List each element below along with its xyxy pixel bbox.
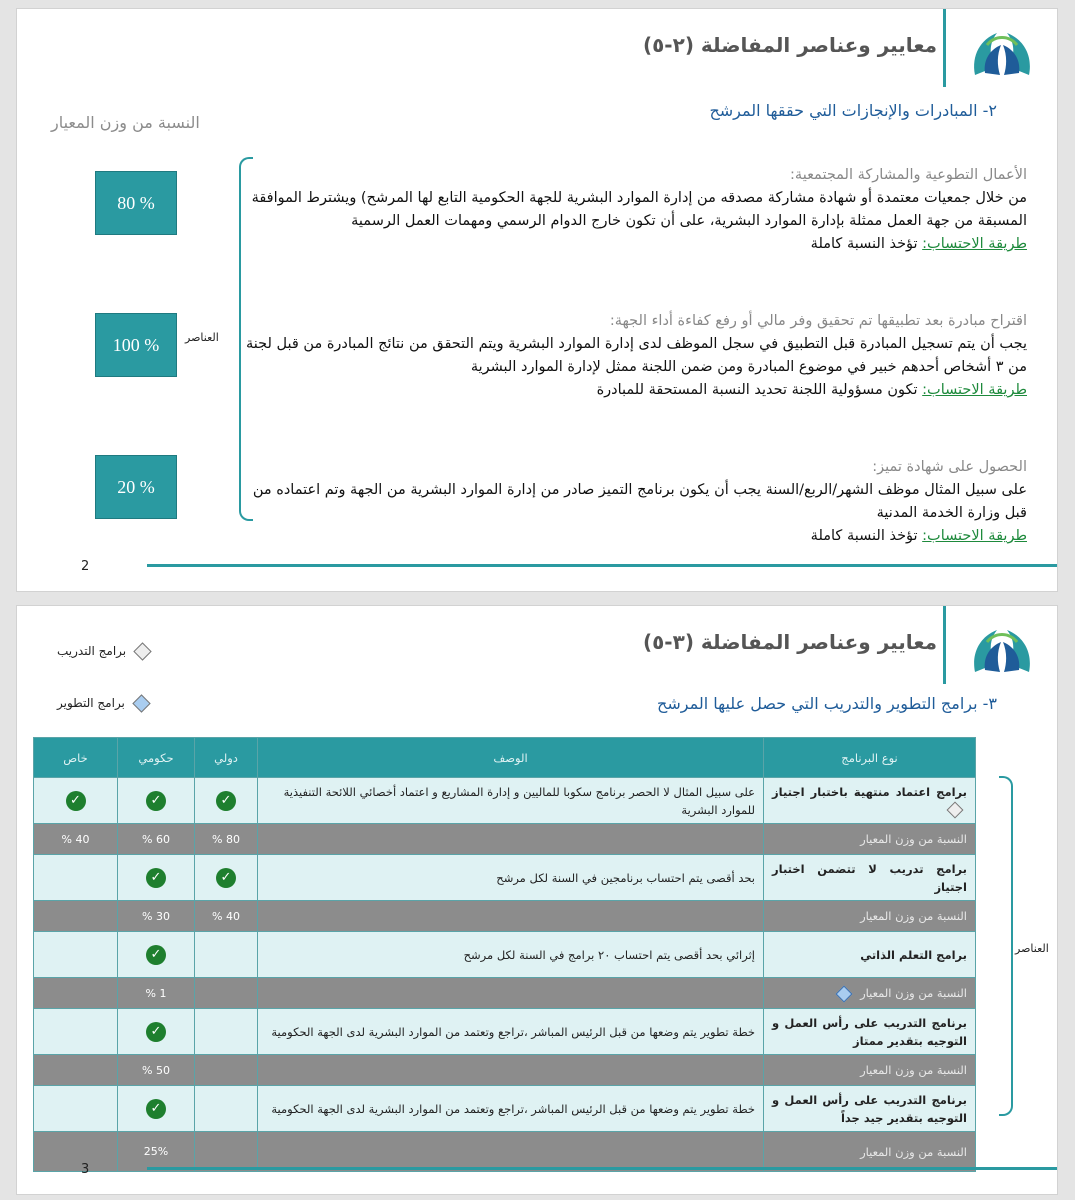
weight-private bbox=[34, 901, 118, 932]
weight-box bbox=[95, 313, 177, 377]
weight-government: 1 % bbox=[118, 978, 195, 1009]
method-text: تؤخذ النسبة كاملة bbox=[810, 528, 918, 544]
weight-government: 25% bbox=[118, 1132, 195, 1172]
weight-government: 50 % bbox=[118, 1055, 195, 1086]
col-header-description: الوصف bbox=[258, 738, 764, 778]
weight-row bbox=[34, 1132, 976, 1172]
weight-private bbox=[34, 978, 118, 1009]
program-name bbox=[764, 778, 976, 824]
percent-sign: % bbox=[139, 192, 155, 213]
private-cell bbox=[34, 855, 118, 901]
table-row bbox=[34, 778, 976, 824]
weight-label bbox=[764, 978, 976, 1009]
method-label: طريقة الاحتساب: bbox=[922, 382, 1027, 398]
criterion-item bbox=[237, 456, 1027, 548]
legend-training bbox=[57, 644, 149, 658]
program-name: برنامج التدريب على رأس العمل و التوجيه بتقدير جيد جداً bbox=[764, 1086, 976, 1132]
weight-government: 60 % bbox=[118, 824, 195, 855]
weight-private bbox=[34, 1132, 118, 1172]
footer-line bbox=[147, 1167, 1057, 1170]
weight-box bbox=[95, 171, 177, 235]
slide-criteria-3 bbox=[16, 605, 1058, 1195]
international-cell bbox=[195, 1086, 258, 1132]
check-icon: ✓ bbox=[146, 791, 166, 811]
check-icon: ✓ bbox=[146, 1022, 166, 1042]
slide-criteria-2 bbox=[16, 8, 1058, 592]
weight-row bbox=[34, 901, 976, 932]
program-description: خطة تطوير يتم وضعها من قبل الرئيس المباشر ،تراجع وتعتمد من الموارد البشرية لدى الجهة الحكومية bbox=[258, 1009, 764, 1055]
international-cell bbox=[195, 855, 258, 901]
government-cell bbox=[118, 1009, 195, 1055]
international-cell bbox=[195, 932, 258, 978]
weight-label: النسبة من وزن المعيار bbox=[764, 901, 976, 932]
weight-label: النسبة من وزن المعيار bbox=[764, 1132, 976, 1172]
percent-sign: % bbox=[139, 476, 155, 497]
col-header-private: خاص bbox=[34, 738, 118, 778]
program-name: برامج تدريب لا تتضمن اختبار اجتياز bbox=[764, 855, 976, 901]
weight-row bbox=[34, 824, 976, 855]
logo-icon bbox=[967, 25, 1037, 85]
page-number: 3 bbox=[81, 1162, 90, 1177]
item-heading: الأعمال التطوعية والمشاركة المجتمعية: bbox=[790, 167, 1027, 183]
item-heading: الحصول على شهادة تميز: bbox=[872, 459, 1027, 475]
method-text: تكون مسؤولية اللجنة تحديد النسبة المستحقة للمبادرة bbox=[596, 382, 918, 398]
international-cell bbox=[195, 778, 258, 824]
criterion-item bbox=[237, 310, 1027, 402]
check-icon: ✓ bbox=[216, 868, 236, 888]
item-body: من خلال جمعيات معتمدة أو شهادة مشاركة مصدقه من إدارة الموارد البشرية للجهة الحكومية التابع لها المرشح) ويشترط الموافقة المسبقة من جهة العمل ممثلة بإدارة الموارد البشرية، على أن تكون خارج الدوام الرسمي ومهمات العمل الرسمية bbox=[251, 190, 1027, 229]
weight-label: النسبة من وزن المعيار bbox=[764, 824, 976, 855]
weight-empty bbox=[258, 1132, 764, 1172]
government-cell bbox=[118, 932, 195, 978]
section-subtitle: ٣- برامج التطوير والتدريب التي حصل عليها المرشح bbox=[657, 694, 997, 713]
title-divider bbox=[943, 9, 946, 87]
diamond-blue-icon bbox=[836, 985, 853, 1002]
program-description: إثرائي بحد أقصى يتم احتساب ٢٠ برامج في السنة لكل مرشح bbox=[258, 932, 764, 978]
footer-line bbox=[147, 564, 1057, 567]
table-row bbox=[34, 1009, 976, 1055]
weight-row bbox=[34, 1055, 976, 1086]
private-cell bbox=[34, 1009, 118, 1055]
weight-label: النسبة من وزن المعيار bbox=[764, 1055, 976, 1086]
legend-label: برامج التطوير bbox=[57, 696, 125, 710]
elements-label: العناصر bbox=[185, 331, 219, 344]
weight-international bbox=[195, 1132, 258, 1172]
method-label: طريقة الاحتساب: bbox=[922, 236, 1027, 252]
check-icon: ✓ bbox=[146, 868, 166, 888]
private-cell bbox=[34, 1086, 118, 1132]
criterion-item bbox=[237, 164, 1027, 256]
method-label: طريقة الاحتساب: bbox=[922, 528, 1027, 544]
weight-international bbox=[195, 978, 258, 1009]
weight-value: 100 bbox=[112, 334, 140, 355]
title-divider bbox=[943, 606, 946, 684]
legend-label: برامج التدريب bbox=[57, 644, 127, 658]
weight-empty bbox=[258, 824, 764, 855]
weight-international: 40 % bbox=[195, 901, 258, 932]
item-body: على سبيل المثال موظف الشهر/الربع/السنة يجب أن يكون برنامج التميز صادر من إدارة الموارد البشرية من الجهة وتم اعتماده من قبل وزارة الخدمة المدنية bbox=[252, 482, 1027, 521]
diamond-gray-icon bbox=[133, 642, 151, 660]
program-description: على سبيل المثال لا الحصر برنامج سكوبا للماليين و إدارة المشاريع و اعتماد أخصائي اللائحة التنفيذية للموارد البشرية bbox=[258, 778, 764, 824]
weight-value: 80 bbox=[117, 192, 136, 213]
program-description: بحد أقصى يتم احتساب برنامجين في السنة لكل مرشح bbox=[258, 855, 764, 901]
government-cell bbox=[118, 1086, 195, 1132]
government-cell bbox=[118, 778, 195, 824]
weight-empty bbox=[258, 978, 764, 1009]
government-cell bbox=[118, 855, 195, 901]
section-subtitle: ٢- المبادرات والإنجازات التي حققها المرشح bbox=[709, 101, 997, 120]
table-row bbox=[34, 1086, 976, 1132]
check-icon: ✓ bbox=[146, 1099, 166, 1119]
weight-label-text: النسبة من وزن المعيار bbox=[860, 986, 967, 1000]
table-row bbox=[34, 855, 976, 901]
international-cell bbox=[195, 1009, 258, 1055]
elements-label: العناصر bbox=[1015, 942, 1049, 955]
weight-row bbox=[34, 978, 976, 1009]
private-cell bbox=[34, 932, 118, 978]
table-row bbox=[34, 932, 976, 978]
page-title: معايير وعناصر المفاضلة (٣-٥) bbox=[642, 630, 937, 654]
weight-heading: النسبة من وزن المعيار bbox=[51, 113, 200, 132]
page-number: 2 bbox=[81, 559, 90, 574]
programs-table bbox=[33, 737, 976, 1172]
check-icon: ✓ bbox=[66, 791, 86, 811]
private-cell bbox=[34, 778, 118, 824]
weight-international: 80 % bbox=[195, 824, 258, 855]
percent-sign: % bbox=[144, 334, 160, 355]
program-name-text: برامج اعتماد منتهية باختبار اجتياز bbox=[772, 784, 967, 799]
weight-box bbox=[95, 455, 177, 519]
weight-government: 30 % bbox=[118, 901, 195, 932]
item-body: يجب أن يتم تسجيل المبادرة قبل التطبيق في سجل الموظف لدى إدارة الموارد البشرية ويتم التحقق من نتائج المبادرة من قبل لجنة من ٣ أشخاص أحدهم خبير في موضوع المبادرة ومن ضمن اللجنة ممثل لإدارة الموارد البشرية bbox=[245, 336, 1027, 375]
weight-value: 20 bbox=[117, 476, 136, 497]
diamond-blue-icon bbox=[132, 694, 150, 712]
weight-private: 40 % bbox=[34, 824, 118, 855]
elements-bracket bbox=[999, 776, 1013, 1116]
col-header-international: دولي bbox=[195, 738, 258, 778]
check-icon: ✓ bbox=[146, 945, 166, 965]
legend-development bbox=[57, 696, 148, 710]
item-heading: اقتراح مبادرة بعد تطبيقها تم تحقيق وفر مالي أو رفع كفاءة أداء الجهة: bbox=[609, 313, 1027, 329]
col-header-type: نوع البرنامج bbox=[764, 738, 976, 778]
weight-international bbox=[195, 1055, 258, 1086]
page-title: معايير وعناصر المفاضلة (٢-٥) bbox=[642, 33, 937, 57]
check-icon: ✓ bbox=[216, 791, 236, 811]
weight-private bbox=[34, 1055, 118, 1086]
method-text: تؤخذ النسبة كاملة bbox=[810, 236, 918, 252]
program-description: خطة تطوير يتم وضعها من قبل الرئيس المباشر ،تراجع وتعتمد من الموارد البشرية لدى الجهة الحكومية bbox=[258, 1086, 764, 1132]
program-name: برامج التعلم الذاتي bbox=[764, 932, 976, 978]
col-header-government: حكومي bbox=[118, 738, 195, 778]
program-name: برنامج التدريب على رأس العمل و التوجيه بتقدير ممتاز bbox=[764, 1009, 976, 1055]
weight-empty bbox=[258, 1055, 764, 1086]
weight-empty bbox=[258, 901, 764, 932]
diamond-gray-icon bbox=[947, 802, 964, 819]
logo-icon bbox=[967, 622, 1037, 682]
